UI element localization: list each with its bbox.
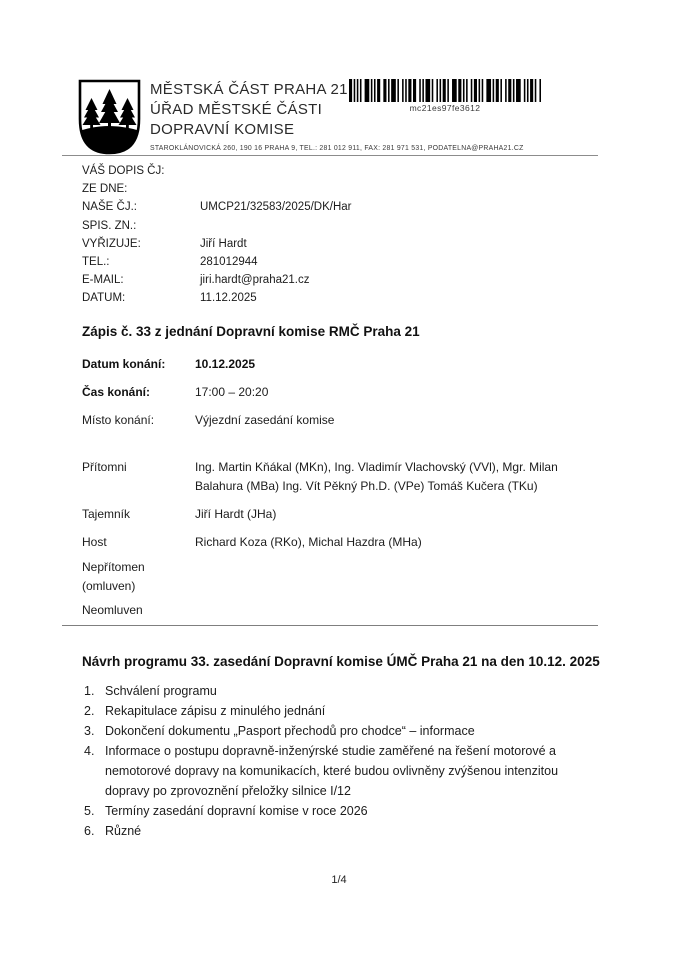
shield-trees-icon: [78, 79, 141, 155]
ref-label: E-MAIL:: [82, 274, 124, 287]
meeting-label: Místo konání:: [82, 413, 155, 427]
org-line-1: MĚSTSKÁ ČÁST PRAHA 21: [150, 81, 348, 98]
ref-value: UMCP21/32583/2025/DK/Har: [200, 201, 352, 214]
attendee-row: [82, 601, 195, 620]
attendee-value: Richard Koza (RKo), Michal Hazdra (MHa): [195, 535, 422, 549]
ref-label: DATUM:: [82, 292, 126, 305]
attendee-row: [82, 458, 590, 496]
ref-row: [82, 289, 352, 307]
ref-row: [82, 180, 352, 198]
org-line-3: DOPRAVNÍ KOMISE: [150, 121, 295, 138]
page-number: 1/4: [331, 874, 347, 886]
agenda-item-number: 1.: [84, 684, 95, 698]
coat-of-arms-logo: [78, 79, 141, 155]
ref-label: ZE DNE:: [82, 183, 128, 196]
ref-row: [82, 162, 352, 180]
meeting-value: Výjezdní zasedání komise: [195, 413, 335, 427]
meeting-info: [82, 355, 334, 439]
meeting-label: Datum konání:: [82, 357, 166, 371]
agenda-item-number: 4.: [84, 744, 95, 758]
meeting-value: 17:00 – 20:20: [195, 385, 269, 399]
agenda-item-text: Různé: [105, 824, 142, 838]
agenda-item: [84, 741, 584, 801]
section-divider: [62, 625, 598, 626]
ref-label: VÁŠ DOPIS ČJ:: [82, 165, 165, 177]
agenda-item-text: Informace o postupu dopravně-inženýrské studie zaměřené na řešení motorové a nemotorové dopravy na komunikacích, které budou ovlivněny zvýšenou intenzitou dopravy po zprovoznění přeložky silnice I/12: [105, 744, 559, 798]
meeting-row: [82, 383, 334, 411]
meeting-row: [82, 411, 334, 439]
ref-value: 281012944: [200, 255, 258, 268]
ref-row: [82, 198, 352, 216]
meeting-label: Čas konání:: [82, 385, 151, 399]
barcode: [349, 79, 541, 113]
ref-label: NAŠE ČJ.:: [82, 201, 137, 214]
attendee-value: Ing. Martin Kňákal (MKn), Ing. Vladimír Vlachovský (VVl), Mgr. Milan Balahura (MBa) Ing. Vít Pěkný Ph.D. (VPe) Tomáš Kučera (TKu): [195, 460, 558, 493]
page-title: Zápis č. 33 z jednání Dopravní komise RMČ Praha 21: [82, 324, 420, 339]
ref-label: TEL.:: [82, 255, 110, 268]
attendee-label: Neomluven: [82, 603, 143, 617]
ref-row: [82, 235, 352, 253]
ref-value: 11.12.2025: [200, 292, 257, 305]
org-address: STAROKLÁNOVICKÁ 260, 190 16 PRAHA 9, TEL.: 281 012 911, FAX: 281 971 531, PODATELNA@PRAHA21.CZ: [150, 145, 524, 152]
meeting-row: [82, 355, 334, 383]
agenda-item-number: 2.: [84, 704, 95, 718]
attendee-label: Tajemník: [82, 507, 131, 521]
attendee-row: [82, 505, 590, 524]
agenda-item: [84, 801, 584, 821]
header-divider: [62, 155, 598, 156]
agenda-heading: Návrh programu 33. zasedání Dopravní komise ÚMČ Praha 21 na den 10.12. 2025: [82, 654, 600, 669]
ref-value: Jiří Hardt: [200, 237, 247, 250]
agenda-item-number: 3.: [84, 724, 95, 738]
agenda-item: [84, 721, 584, 741]
agenda-item-text: Schválení programu: [105, 684, 217, 698]
agenda-item: [84, 701, 584, 721]
barcode-svg: [349, 79, 541, 102]
attendee-row: [82, 533, 590, 552]
reference-fields: [82, 162, 352, 308]
agenda-item-text: Dokončení dokumentu „Pasport přechodů pro chodce“ – informace: [105, 724, 475, 738]
barcode-label: mc21es97fe3612: [409, 103, 481, 113]
agenda-item-text: Rekapitulace zápisu z minulého jednání: [105, 704, 326, 718]
agenda-item-number: 5.: [84, 804, 95, 818]
ref-value: jiri.hardt@praha21.cz: [200, 274, 310, 287]
agenda-item: [84, 681, 584, 701]
org-line-2: ÚŘAD MĚSTSKÉ ČÁSTI: [150, 101, 323, 118]
agenda-item: [84, 821, 584, 841]
agenda-list: [84, 681, 584, 841]
attendee-row: [82, 558, 172, 596]
ref-label: SPIS. ZN.:: [82, 219, 137, 232]
ref-row: [82, 253, 352, 271]
ref-label: VYŘIZUJE:: [82, 237, 141, 250]
attendee-label: Přítomni: [82, 460, 127, 474]
agenda-item-number: 6.: [84, 824, 95, 838]
ref-row: [82, 271, 352, 289]
agenda-item-text: Termíny zasedání dopravní komise v roce 2026: [105, 804, 368, 818]
meeting-value: 10.12.2025: [195, 357, 256, 371]
ref-row: [82, 217, 352, 235]
attendee-label: Host: [82, 535, 107, 549]
attendee-value: Jiří Hardt (JHa): [195, 507, 277, 521]
attendee-label: Nepřítomen (omluven): [82, 560, 145, 593]
